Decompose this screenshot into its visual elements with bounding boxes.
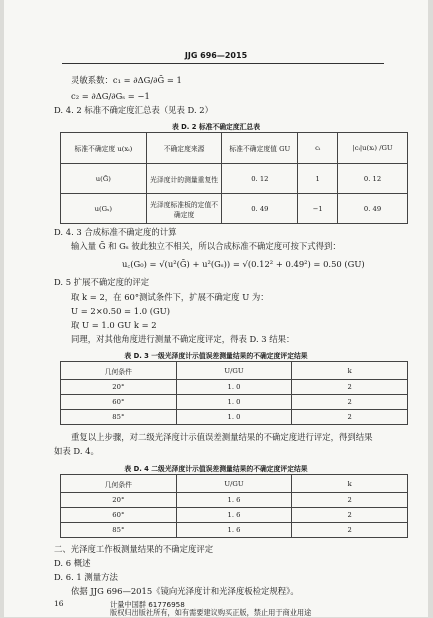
table-header-cell: cᵢ (298, 133, 338, 164)
footer-copyright: 版权归出版社所有，如有需要建议购买正版，禁止用于商业用途 (110, 608, 312, 617)
section-d43-heading: D. 4. 3 合成标准不确定度的计算 (54, 227, 177, 237)
table-row (61, 395, 408, 410)
table-cell: 0. 12 (222, 164, 298, 194)
table-cell: 2 (292, 508, 408, 523)
section-d6-heading: D. 6 概述 (54, 558, 91, 568)
table-cell: 2 (292, 380, 408, 395)
section-2-heading: 二、光泽度工作板测量结果的不确定度评定 (54, 544, 214, 554)
table-header-cell: 几何条件 (61, 475, 177, 493)
table-cell: 2 (292, 395, 408, 410)
table-cell: 20° (61, 493, 177, 508)
table-row (61, 523, 408, 538)
table-header-cell: 几何条件 (61, 362, 177, 380)
table-cell: u(Gₛ) (61, 194, 147, 224)
table-row (61, 493, 408, 508)
table-d3-caption: 表 D. 3 一级光泽度计示值误差测量结果的不确定度评定结果 (124, 352, 308, 360)
table-cell: 1. 6 (176, 508, 292, 523)
table-row (61, 380, 408, 395)
table-cell: 1. 6 (176, 493, 292, 508)
table-cell: 1. 0 (176, 395, 292, 410)
section-d42-heading: D. 4. 2 标准不确定度汇总表（见表 D. 2） (54, 105, 213, 115)
section-d61-text: 依据 JJG 696—2015《镜向光泽度计和光泽度板检定规程》。 (71, 586, 299, 596)
table-d2-caption: 表 D. 2 标准不确定度汇总表 (171, 123, 261, 131)
sensitivity-coefficient-c2: c₂ = ∂ΔG/∂Gₛ = −1 (71, 91, 150, 101)
table-row (61, 508, 408, 523)
section-d5-text: 取 k = 2，在 60°测试条件下，扩展不确定度 U 为： (71, 292, 269, 302)
table-row (61, 410, 408, 425)
table-cell: 60° (61, 395, 177, 410)
table-header-cell: 标准不确定度 u(xᵢ) (61, 133, 147, 164)
repeat-text-line1: 重复以上步骤，对二级光泽度计示值误差测量结果的不确定度进行评定，得到结果 (71, 432, 373, 442)
section-d5-summary: 同理，对其他角度进行测量不确定度评定，得表 D. 3 结果： (71, 334, 295, 344)
table-cell: −1 (298, 194, 338, 224)
table-header-cell: 标准不确定度值 GU (222, 133, 298, 164)
table-header-cell: k (292, 362, 408, 380)
table-header-row (61, 475, 408, 493)
table-cell: 1. 0 (176, 410, 292, 425)
table-row (61, 194, 408, 224)
table-cell: 2 (292, 523, 408, 538)
table-cell: 20° (61, 380, 177, 395)
table-row (61, 164, 408, 194)
header-rule (62, 63, 384, 64)
table-d4-caption: 表 D. 4 二级光泽度计示值误差测量结果的不确定度评定结果 (124, 465, 308, 473)
document-page (4, 0, 428, 617)
table-cell: 85° (61, 410, 177, 425)
table-d3 (60, 361, 408, 425)
table-cell: 60° (61, 508, 177, 523)
table-header-cell: U/GU (176, 475, 292, 493)
table-cell: 2 (292, 410, 408, 425)
footer-group-id: 计量中国群 61776958 (110, 600, 185, 609)
table-cell: 0. 49 (222, 194, 298, 224)
section-d43-text: 输入量 Ḡ 和 Gₛ 彼此独立不相关，所以合成标准不确定度可按下式得到： (71, 241, 341, 251)
table-header-cell: |cᵢ|u(xᵢ) /GU (338, 133, 408, 164)
table-cell: 1. 6 (176, 523, 292, 538)
table-d2 (60, 132, 408, 224)
table-cell: 光泽度计的测量重复性 (146, 164, 222, 194)
table-cell: 0. 12 (338, 164, 408, 194)
page-number: 16 (54, 599, 64, 608)
sensitivity-coefficient-c1: 灵敏系数：c₁ = ∂ΔG/∂Ḡ = 1 (71, 75, 182, 85)
table-header-cell: 不确定度来源 (146, 133, 222, 164)
expanded-uncertainty-result: 取 U = 1.0 GU k = 2 (71, 320, 157, 330)
expanded-uncertainty-calc: U = 2×0.50 = 1.0 (GU) (71, 306, 170, 316)
table-header-row (61, 133, 408, 164)
section-d5-heading: D. 5 扩展不确定度的评定 (54, 277, 150, 287)
table-header-cell: U/GU (176, 362, 292, 380)
table-header-row (61, 362, 408, 380)
table-d4 (60, 474, 408, 538)
table-cell: 1 (298, 164, 338, 194)
page-header: JJG 696—2015 (184, 51, 248, 60)
table-cell: 1. 0 (176, 380, 292, 395)
combined-uncertainty-formula: u꜀(G₀) = √(u²(Ḡ) + u²(Gₛ)) = √(0.12² + 0.49²) = 0.50 (GU) (122, 259, 365, 269)
table-cell: 2 (292, 493, 408, 508)
table-cell: 光泽度标准板的定值不确定度 (146, 194, 222, 224)
table-header-cell: k (292, 475, 408, 493)
section-d61-heading: D. 6. 1 测量方法 (54, 572, 118, 582)
repeat-text-line2: 如表 D. 4。 (54, 446, 99, 456)
table-cell: u(Ḡ) (61, 164, 147, 194)
table-cell: 0. 49 (338, 194, 408, 224)
table-cell: 85° (61, 523, 177, 538)
